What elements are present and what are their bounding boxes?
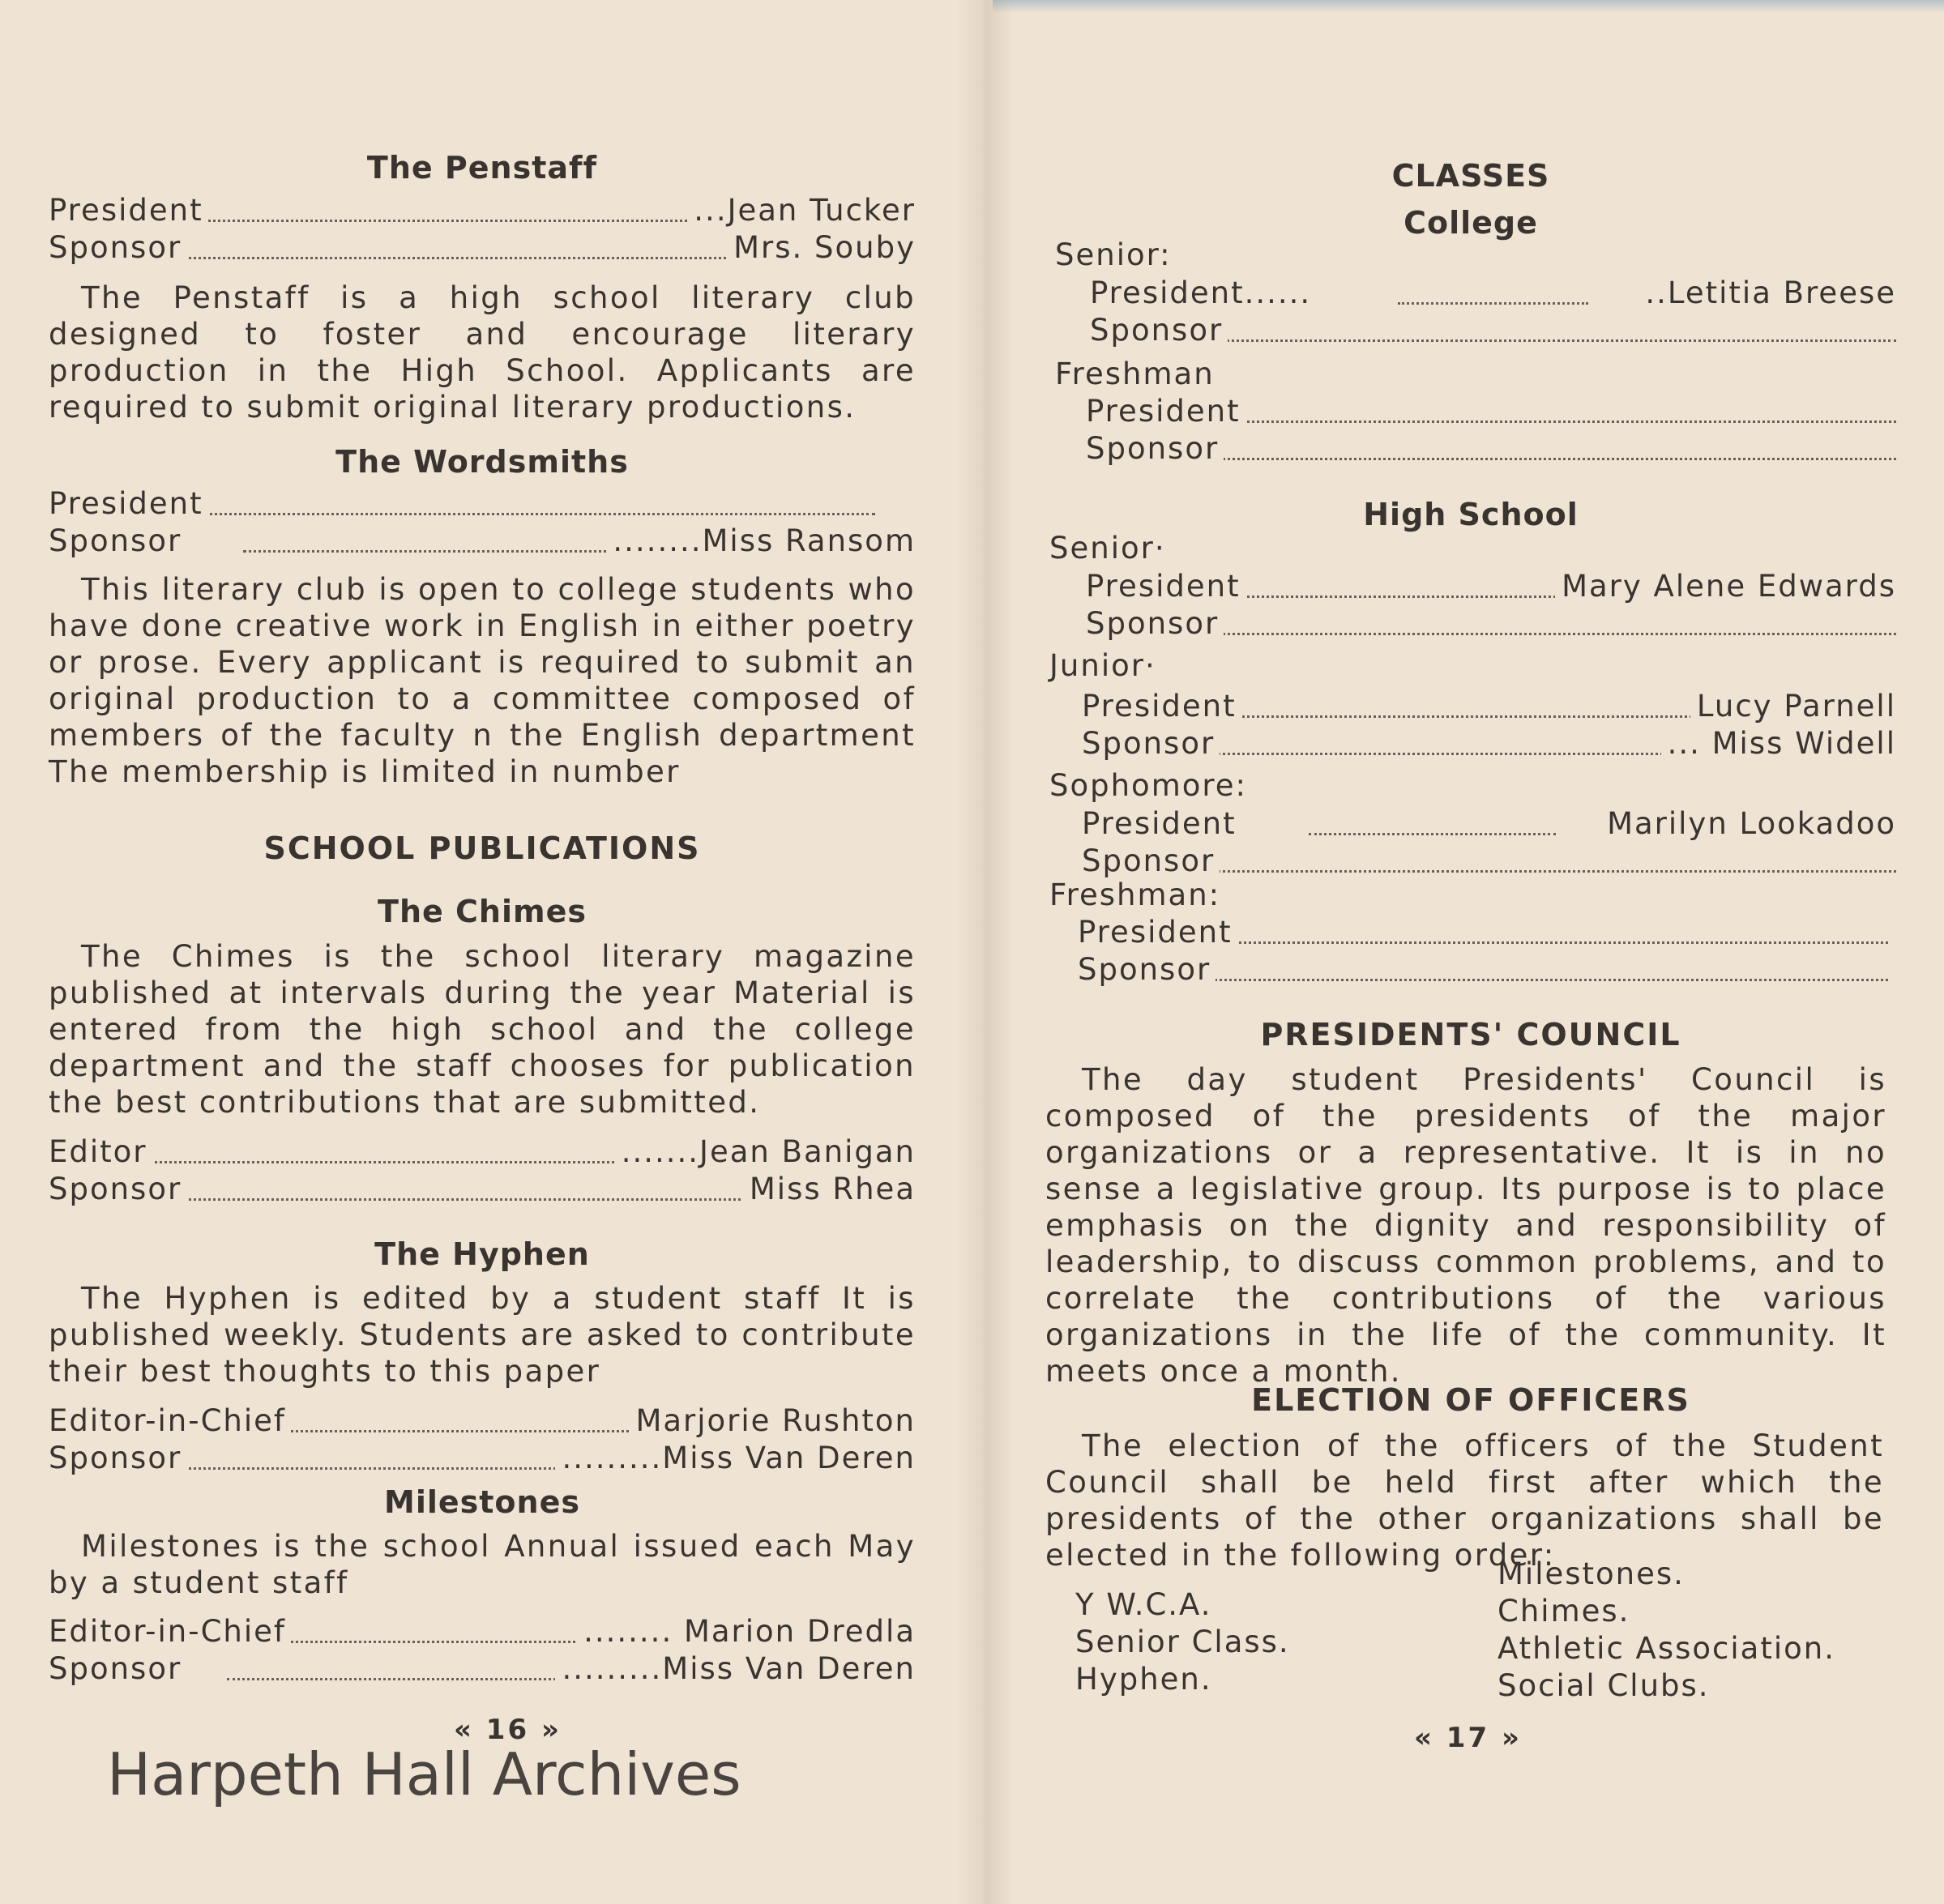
order-item: Social Clubs. <box>1498 1668 1710 1703</box>
hs-sophomore-sponsor-label: Sponsor <box>1082 843 1220 878</box>
wordsmiths-president-label: President <box>49 486 208 521</box>
wordsmiths-description: This literary club is open to college students who have done creative work in English in either poetry or prose. Every applicant is required to submit an original production to a committee composed of members of the faculty n the English department The membership is limited in number <box>49 572 916 789</box>
chimes-title: The Chimes <box>378 894 587 929</box>
college-freshman-president-label: President <box>1086 394 1245 429</box>
order-item: Chimes. <box>1498 1594 1630 1629</box>
hs-freshman-label: Freshman: <box>1049 877 1221 912</box>
hs-freshman-sponsor-row <box>1078 952 1888 989</box>
college-senior-president-row <box>1090 275 1896 313</box>
order-item: Milestones. <box>1498 1556 1685 1591</box>
hyphen-sponsor-row <box>49 1441 916 1478</box>
hs-freshman-president-row <box>1078 915 1888 952</box>
college-title: College <box>1404 205 1538 241</box>
milestones-title: Milestones <box>384 1484 580 1520</box>
college-freshman-sponsor-label: Sponsor <box>1086 431 1224 466</box>
hs-senior-president-row <box>1086 569 1896 606</box>
wordsmiths-title: The Wordsmiths <box>335 444 629 480</box>
hyphen-sponsor-value: .........Miss Van Deren <box>555 1441 916 1475</box>
hs-senior-label: Senior· <box>1049 531 1166 566</box>
milestones-editor-label: Editor-in-Chief <box>49 1614 291 1649</box>
hs-sophomore-president-row <box>1082 806 1896 843</box>
college-senior-sponsor-row <box>1090 313 1896 350</box>
hs-senior-sponsor-row <box>1086 606 1896 643</box>
hs-junior-sponsor-label: Sponsor <box>1082 726 1220 761</box>
order-item: Senior Class. <box>1075 1624 1290 1659</box>
milestones-sponsor-label: Sponsor <box>49 1651 186 1686</box>
milestones-description: Milestones is the school Annual issued each May by a student staff <box>49 1529 916 1600</box>
hyphen-editor-row <box>49 1403 916 1441</box>
hyphen-editor-label: Editor-in-Chief <box>49 1403 291 1438</box>
hyphen-sponsor-label: Sponsor <box>49 1441 186 1475</box>
council-description: The day student Presidents' Council is composed of the presidents of the major organizations or a representative. It is in no sense a legislative group. Its purpose is to place emphasis on the dignity and responsibility of leadership, to discuss common problems, and to correlate the contributions of the various organizations in the life of the community. It meets once a month. <box>1045 1062 1886 1389</box>
highschool-title: High School <box>1363 497 1579 532</box>
hs-senior-sponsor-label: Sponsor <box>1086 606 1224 641</box>
hs-junior-sponsor-row <box>1082 726 1896 763</box>
penstaff-sponsor-label: Sponsor <box>49 230 186 265</box>
hs-freshman-sponsor-label: Sponsor <box>1078 952 1216 987</box>
page-gutter <box>956 0 1013 1904</box>
council-title: PRESIDENTS' COUNCIL <box>1260 1017 1681 1052</box>
page-number-16: « 16 » <box>454 1714 562 1746</box>
college-freshman-label: Freshman <box>1055 356 1215 391</box>
college-freshman-president-row <box>1086 394 1896 431</box>
hs-junior-label: Junior· <box>1049 648 1156 683</box>
penstaff-sponsor-row <box>49 230 916 267</box>
milestones-sponsor-row <box>49 1651 916 1688</box>
penstaff-description: The Penstaff is a high school literary club designed to foster and encourage literary production in the High School. Applicants are required to submit original literary productions. <box>49 280 916 425</box>
milestones-sponsor-value: .........Miss Van Deren <box>555 1651 916 1686</box>
order-item: Hyphen. <box>1075 1662 1212 1697</box>
wordsmiths-sponsor-row <box>49 523 916 561</box>
hs-senior-president-label: President <box>1086 569 1245 604</box>
college-senior-sponsor-label: Sponsor <box>1090 313 1228 348</box>
penstaff-president-row <box>49 193 916 230</box>
hs-junior-president-label: President <box>1082 689 1241 724</box>
hyphen-editor-value: Marjorie Rushton <box>629 1403 916 1438</box>
hyphen-title: The Hyphen <box>374 1236 590 1272</box>
publications-title: SCHOOL PUBLICATIONS <box>263 830 701 866</box>
order-item: Athletic Association. <box>1498 1631 1835 1666</box>
page-number-17: « 17 » <box>1414 1722 1522 1754</box>
penstaff-president-value: ...Jean Tucker <box>687 193 916 228</box>
hs-junior-president-value: Lucy Parnell <box>1690 689 1896 724</box>
chimes-sponsor-label: Sponsor <box>49 1172 186 1206</box>
archive-watermark: Harpeth Hall Archives <box>107 1740 741 1808</box>
wordsmiths-sponsor-label: Sponsor <box>49 523 186 558</box>
wordsmiths-sponsor-value: ........Miss Ransom <box>606 523 916 558</box>
college-senior-label: Senior: <box>1055 237 1172 272</box>
hs-junior-president-row <box>1082 689 1896 726</box>
hs-senior-president-value: Mary Alene Edwards <box>1555 569 1896 604</box>
college-senior-president-label: President...... <box>1090 275 1316 310</box>
election-order-right <box>1498 1556 1835 1705</box>
hs-sophomore-president-label: President <box>1082 806 1241 841</box>
election-title: ELECTION OF OFFICERS <box>1251 1382 1690 1418</box>
hs-sophomore-president-value: Marilyn Lookadoo <box>1600 806 1896 841</box>
milestones-editor-row <box>49 1614 916 1651</box>
hs-sophomore-label: Sophomore: <box>1049 768 1248 803</box>
penstaff-title: The Penstaff <box>366 150 598 186</box>
hs-freshman-president-label: President <box>1078 915 1237 950</box>
chimes-editor-label: Editor <box>49 1134 152 1169</box>
chimes-editor-row <box>49 1134 916 1172</box>
election-order-left <box>1075 1586 1290 1698</box>
hyphen-description: The Hyphen is edited by a student staff It is published weekly. Students are asked to contribute their best thoughts to this paper <box>49 1281 916 1389</box>
chimes-description: The Chimes is the school literary magazine published at intervals during the year Material is entered from the high school and the college department and the staff chooses for publication the best contributions that are submitted. <box>49 939 916 1120</box>
milestones-editor-value: ........ Marion Dredla <box>577 1614 916 1649</box>
penstaff-president-label: President <box>49 193 208 228</box>
election-description: The election of the officers of the Student Council shall be held first after which the presidents of the other organizations shall be elected in the following order: <box>1045 1428 1884 1573</box>
hs-junior-sponsor-value: ... Miss Widell <box>1661 726 1896 761</box>
wordsmiths-president-row <box>49 486 875 523</box>
penstaff-sponsor-value: Mrs. Souby <box>727 230 916 265</box>
chimes-sponsor-row <box>49 1172 916 1209</box>
college-senior-president-value: ..Letitia Breese <box>1639 275 1896 310</box>
college-freshman-sponsor-row <box>1086 431 1896 468</box>
page-top-edge <box>993 0 1944 13</box>
order-item: Y W.C.A. <box>1075 1587 1212 1622</box>
classes-title: CLASSES <box>1391 158 1550 194</box>
chimes-editor-value: .......Jean Banigan <box>615 1134 916 1169</box>
chimes-sponsor-value: Miss Rhea <box>743 1172 916 1206</box>
hs-sophomore-sponsor-row <box>1082 843 1896 881</box>
